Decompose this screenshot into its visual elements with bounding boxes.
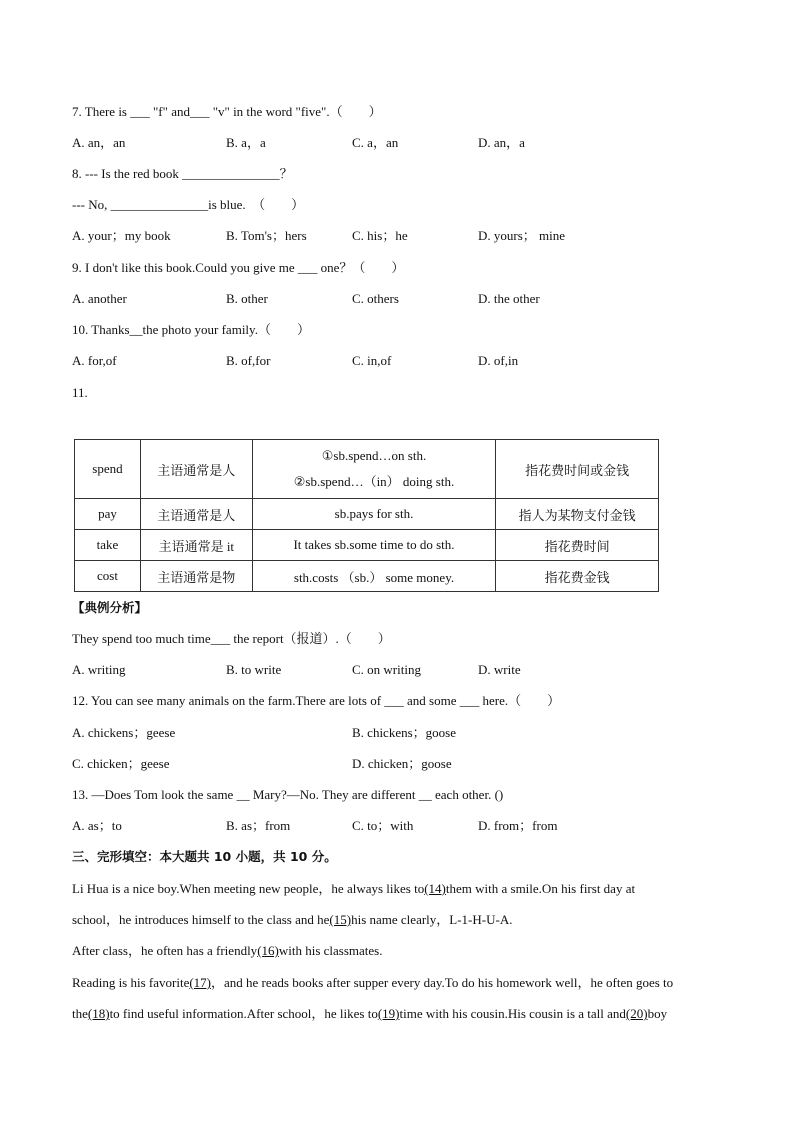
analysis-heading: 【典例分析】 [72, 600, 148, 615]
table-cell-word: pay [75, 499, 141, 530]
q13-option-a: A. as；to [72, 818, 122, 833]
table-cell-word: cost [75, 561, 141, 592]
blank-20: (20) [625, 1006, 648, 1021]
grammar-table [74, 439, 659, 592]
q10-option-c: C. in,of [352, 353, 392, 368]
table-cell-usage: sth.costs （sb.） some money. [252, 561, 496, 592]
q10-option-b: B. of,for [226, 353, 271, 368]
blank-19: (19) [377, 1006, 400, 1021]
question-13-stem: 13. —Does Tom look the same __ Mary?—No. They are different __ each other. () [72, 787, 504, 802]
q12-option-a: A. chickens；geese [72, 725, 176, 740]
q11-option-b: B. to write [226, 662, 282, 677]
passage-text: time with his cousin.His cousin is a tall and [399, 1006, 626, 1021]
passage-line-2 [72, 912, 512, 928]
table-cell-meaning: 指花费时间或金钱 [496, 440, 659, 499]
table-cell-usage: sb.pays for sth. [252, 499, 496, 530]
q7-option-a: A. an，an [72, 135, 126, 150]
question-10-stem: 10. Thanks__the photo your family.（ ） [72, 322, 310, 337]
passage-text: his name clearly，L-1-H-U-A. [351, 912, 513, 927]
table-cell-subject: 主语通常是 it [140, 530, 252, 561]
blank-18: (18) [87, 1006, 110, 1021]
table-cell-meaning: 指花费金钱 [496, 561, 659, 592]
table-cell-usage [252, 440, 496, 499]
q11-option-d: D. write [478, 662, 521, 677]
q8-option-c: C. his；he [352, 228, 408, 243]
question-12-stem: 12. You can see many animals on the farm.There are lots of ___ and some ___ here.（ ） [72, 693, 561, 708]
table-cell-word: spend [75, 440, 141, 499]
q13-option-b: B. as；from [226, 818, 291, 833]
passage-text: After class，he often has a friendly [72, 943, 258, 958]
question-9-stem: 9. I don't like this book.Could you give me ___ one？（ ） [72, 260, 405, 275]
q9-option-a: A. another [72, 291, 127, 306]
passage-text: Li Hua is a nice boy.When meeting new people，he always likes to [72, 881, 425, 896]
blank-15: (15) [329, 912, 352, 927]
passage-text: the [72, 1006, 88, 1021]
passage-line-1 [72, 881, 635, 897]
section-3-heading: 三、完形填空：本大题共 10 小题，共 10 分。 [72, 849, 337, 864]
q7-option-b: B. a，a [226, 135, 266, 150]
q8-option-a: A. your；my book [72, 228, 171, 243]
table-cell-usage: It takes sb.some time to do sth. [252, 530, 496, 561]
blank-16: (16) [257, 943, 279, 958]
table-cell-meaning: 指花费时间 [496, 530, 659, 561]
passage-text: boy [647, 1006, 668, 1021]
table-row [75, 530, 659, 561]
q12-option-b: B. chickens；goose [352, 725, 456, 740]
q12-option-c: C. chicken；geese [72, 756, 170, 771]
table-cell-meaning: 指人为某物支付金钱 [496, 499, 659, 530]
passage-text: school，he introduces himself to the class and he [72, 912, 330, 927]
table-cell-subject: 主语通常是物 [140, 561, 252, 592]
passage-line-3 [72, 943, 383, 959]
table-cell-word: take [75, 530, 141, 561]
q10-option-a: A. for,of [72, 353, 117, 368]
q7-option-d: D. an，a [478, 135, 525, 150]
passage-text: them with a smile.On his first day at [445, 881, 636, 896]
q11-option-a: A. writing [72, 662, 126, 677]
q11-option-c: C. on writing [352, 662, 421, 677]
q12-option-d: D. chicken；goose [352, 756, 452, 771]
q13-option-c: C. to；with [352, 818, 414, 833]
q9-option-d: D. the other [478, 291, 540, 306]
blank-14: (14) [424, 881, 446, 896]
table-row [75, 499, 659, 530]
table-cell-subject: 主语通常是人 [140, 440, 252, 499]
table-row [75, 440, 659, 499]
passage-line-5 [72, 1006, 667, 1022]
q9-option-b: B. other [226, 291, 268, 306]
question-8-stem-reply: --- No, _______________is blue. （ ） [72, 197, 305, 212]
passage-text: to find useful information.After school，he likes to [109, 1006, 378, 1021]
usage-line-2: ②sb.spend…（in） doing sth. [293, 474, 455, 489]
passage-text: Reading is his favorite [72, 975, 190, 990]
question-7-stem: 7. There is ___ "f" and___ "v" in the word "five".（ ） [72, 104, 382, 119]
question-11-stem: They spend too much time___ the report（报道）.（ ） [72, 631, 391, 646]
usage-line-1: ①sb.spend…on sth. [321, 448, 427, 463]
blank-17: (17) [189, 975, 212, 990]
q8-option-d: D. yours； mine [478, 228, 566, 243]
q13-option-d: D. from；from [478, 818, 558, 833]
passage-text: with his classmates. [278, 943, 383, 958]
q9-option-c: C. others [352, 291, 399, 306]
q10-option-d: D. of,in [478, 353, 519, 368]
table-row [75, 561, 659, 592]
q7-option-c: C. a，an [352, 135, 399, 150]
passage-line-4 [72, 975, 673, 991]
passage-text: ，and he reads books after supper every day.To do his homework well，he often goes to [211, 975, 674, 990]
table-cell-subject: 主语通常是人 [140, 499, 252, 530]
question-11-number: 11. [72, 385, 88, 400]
q8-option-b: B. Tom's；hers [226, 228, 307, 243]
question-8-stem: 8. --- Is the red book _______________？ [72, 166, 293, 181]
